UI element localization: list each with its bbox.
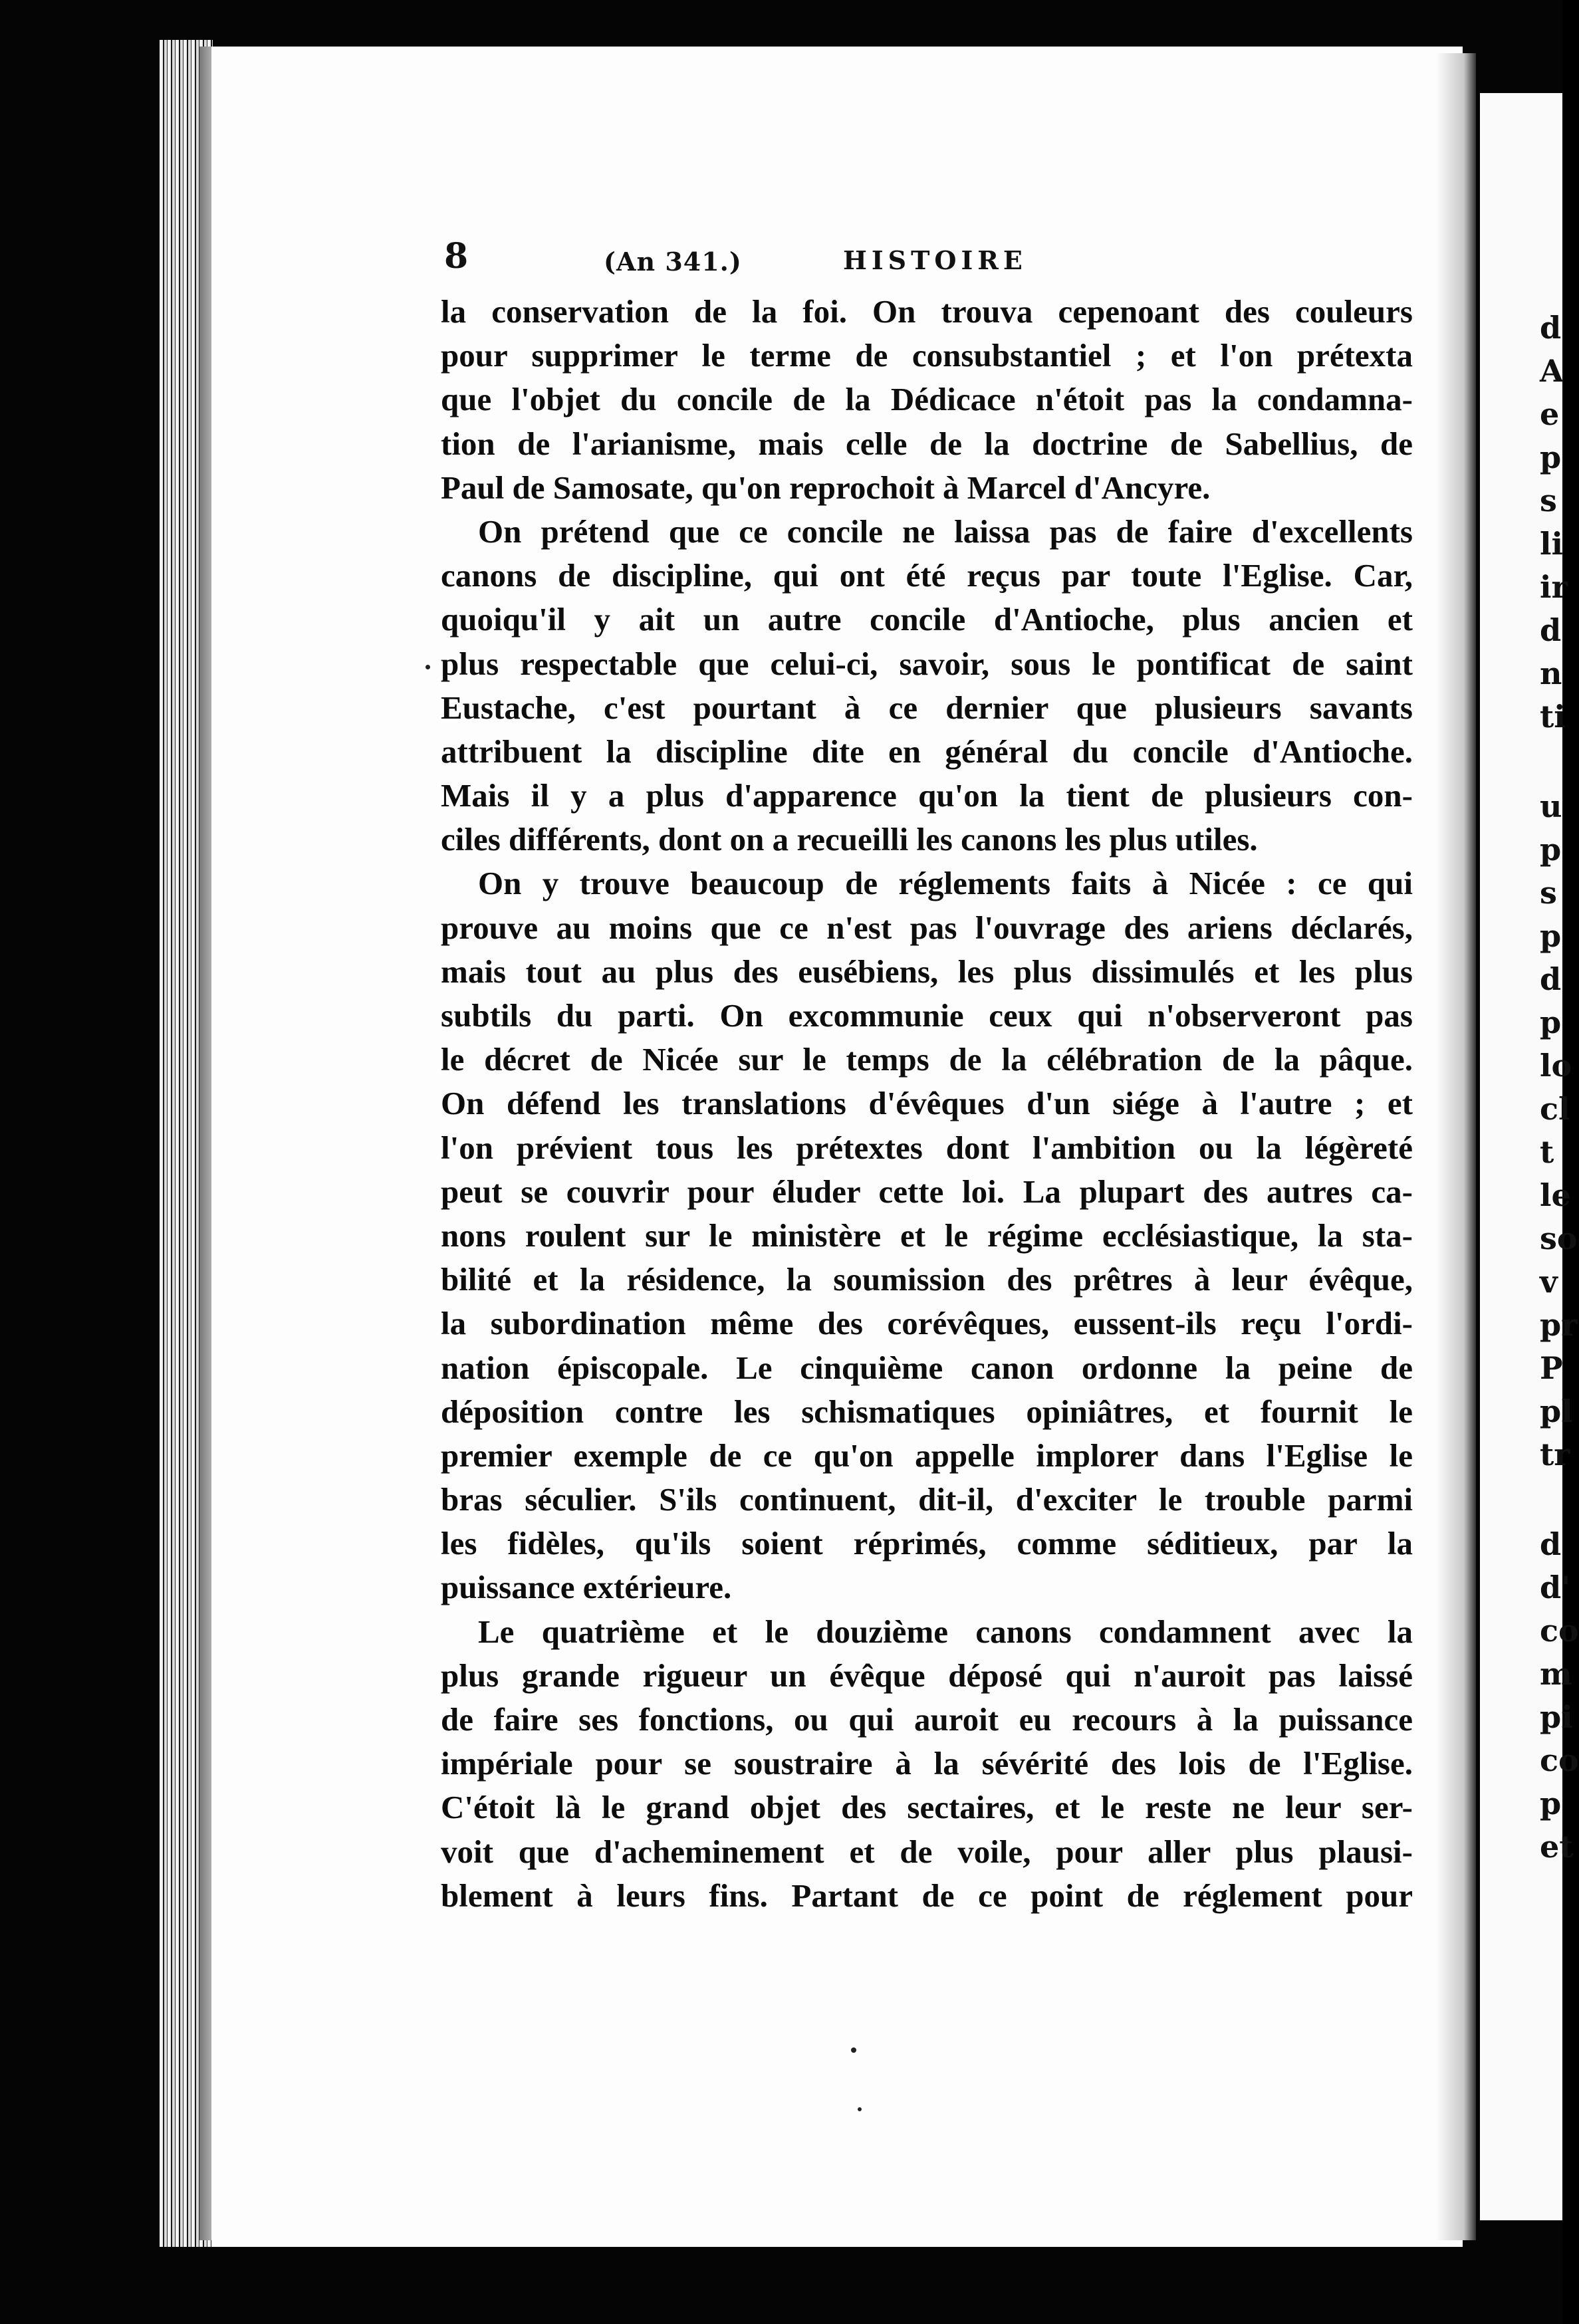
facing-page-fragment: p bbox=[1540, 918, 1562, 954]
text-line: impériale pour se soustraire à la sévérité des lois de l'Eglise. bbox=[441, 1745, 1413, 1782]
text-line: voit que d'acheminement et de voile, pour aller plus plausi- bbox=[441, 1833, 1413, 1870]
facing-page-fragment: p bbox=[1540, 832, 1562, 868]
facing-page-fragment: pr bbox=[1540, 1307, 1578, 1343]
facing-page-fragment: tr bbox=[1540, 1437, 1570, 1472]
text-line: l'on prévient tous les prétextes dont l'ambition ou la légèreté bbox=[441, 1129, 1413, 1166]
scan-speck bbox=[851, 2047, 856, 2053]
facing-page-fragment: d bbox=[1540, 612, 1562, 648]
facing-page-fragment: ti bbox=[1540, 699, 1566, 735]
facing-page-fragment: v bbox=[1540, 1264, 1558, 1300]
text-line: tion de l'arianisme, mais celle de la doctrine de Sabellius, de bbox=[441, 425, 1413, 462]
text-line: pour supprimer le terme de consubstantiel ; et l'on prétexta bbox=[441, 337, 1413, 374]
text-line: puissance extérieure. bbox=[441, 1569, 732, 1606]
facing-page-fragment: pl bbox=[1540, 1393, 1573, 1429]
text-line: la subordination même des corévêques, eussent-ils reçu l'ordi- bbox=[441, 1305, 1413, 1342]
text-line: plus grande rigueur un évêque déposé qui n'auroit pas laissé bbox=[441, 1657, 1413, 1694]
facing-page-fragment: d bbox=[1540, 310, 1562, 346]
text-line: premier exemple de ce qu'on appelle implorer dans l'Eglise le bbox=[441, 1437, 1413, 1474]
text-line: C'étoit là le grand objet des sectaires, et le reste ne leur ser- bbox=[441, 1789, 1413, 1826]
text-line: blement à leurs fins. Partant de ce point de réglement pour bbox=[441, 1877, 1413, 1914]
scan-speck bbox=[425, 665, 430, 669]
scan-speck bbox=[858, 2107, 862, 2111]
page-number: 8 bbox=[444, 236, 469, 277]
text-line: quoiqu'il y ait un autre concile d'Antioche, plus ancien et bbox=[441, 601, 1413, 638]
text-line: attribuent la discipline dite en général du concile d'Antioche. bbox=[441, 733, 1413, 770]
facing-page bbox=[1480, 93, 1579, 2220]
facing-page-fragment: P bbox=[1540, 1350, 1563, 1386]
page-fold-shadow bbox=[1436, 53, 1476, 2240]
facing-page-fragment: pi bbox=[1540, 1699, 1573, 1735]
text-line: ciles différents, dont on a recueilli les canons les plus utiles. bbox=[441, 821, 1258, 858]
facing-page-fragment: A bbox=[1540, 353, 1564, 389]
text-line: les fidèles, qu'ils soient réprimés, comme séditieux, par la bbox=[441, 1525, 1413, 1562]
text-line: que l'objet du concile de la Dédicace n'étoit pas la condamna- bbox=[441, 381, 1413, 418]
facing-page-fragment: t bbox=[1540, 1134, 1554, 1170]
facing-page-fragment: lo bbox=[1540, 1048, 1572, 1084]
facing-page-fragment: le bbox=[1540, 1177, 1571, 1213]
facing-page-fragment: ir bbox=[1540, 569, 1568, 605]
text-line: nons roulent sur le ministère et le régime ecclésiastique, la sta- bbox=[441, 1217, 1413, 1254]
facing-page-fragment: co bbox=[1540, 1613, 1579, 1649]
facing-page-fragment: p bbox=[1540, 439, 1562, 475]
text-line: On défend les translations d'évêques d'un siége à l'autre ; et bbox=[441, 1085, 1413, 1122]
facing-page-fragment: p bbox=[1540, 1004, 1562, 1040]
text-line: On prétend que ce concile ne laissa pas de faire d'excellents bbox=[478, 513, 1413, 550]
text-line: nation épiscopale. Le cinquième canon ordonne la peine de bbox=[441, 1349, 1413, 1386]
text-line: la conservation de la foi. On trouva cepenoant des couleurs bbox=[441, 293, 1413, 330]
facing-page-fragment: cl bbox=[1540, 1091, 1570, 1127]
header-year: (An 341.) bbox=[604, 247, 742, 277]
facing-page-fragment: co bbox=[1540, 1742, 1579, 1778]
facing-page-fragment: s bbox=[1540, 875, 1557, 911]
facing-page-fragment: et bbox=[1540, 1829, 1574, 1865]
facing-page-fragment: d bbox=[1540, 1526, 1562, 1562]
text-line: plus respectable que celui-ci, savoir, sous le pontificat de saint bbox=[441, 645, 1413, 682]
text-line: peut se couvrir pour éluder cette loi. La plupart des autres ca- bbox=[441, 1173, 1413, 1210]
text-line: canons de discipline, qui ont été reçus par toute l'Eglise. Car, bbox=[441, 557, 1413, 594]
text-line: bras séculier. S'ils continuent, dit-il, d'exciter le trouble parmi bbox=[441, 1481, 1413, 1518]
text-line: mais tout au plus des eusébiens, les plus dissimulés et les plus bbox=[441, 953, 1413, 990]
text-line: Le quatrième et le douzième canons condamnent avec la bbox=[478, 1613, 1413, 1650]
text-line: Paul de Samosate, qu'on reprochoit à Marcel d'Ancyre. bbox=[441, 469, 1211, 506]
facing-page-fragment: u bbox=[1540, 788, 1562, 824]
text-line: On y trouve beaucoup de réglements faits à Nicée : ce qui bbox=[478, 865, 1413, 902]
text-line: subtils du parti. On excommunie ceux qui n'observeront pas bbox=[441, 997, 1413, 1034]
text-line: bilité et la résidence, la soumission des prêtres à leur évêque, bbox=[441, 1261, 1413, 1298]
facing-page-fragment: m bbox=[1540, 1656, 1572, 1692]
text-line: de faire ses fonctions, ou qui auroit eu recours à la puissance bbox=[441, 1701, 1413, 1738]
body-text bbox=[441, 290, 1413, 1918]
text-line: le décret de Nicée sur le temps de la célébration de la pâque. bbox=[441, 1041, 1413, 1078]
running-head bbox=[444, 236, 1415, 283]
facing-page-fragment: s bbox=[1540, 483, 1557, 519]
facing-page-fragment: so bbox=[1540, 1220, 1578, 1256]
text-line: Eustache, c'est pourtant à ce dernier que plusieurs savants bbox=[441, 689, 1413, 726]
text-line: déposition contre les schismatiques opiniâtres, et fournit le bbox=[441, 1393, 1413, 1430]
facing-page-fragment: p bbox=[1540, 1786, 1562, 1821]
facing-page-fragment: d bbox=[1540, 961, 1562, 997]
facing-page-fragment: e bbox=[1540, 396, 1560, 432]
facing-page-fragment: n bbox=[1540, 655, 1562, 691]
header-title: HISTOIRE bbox=[843, 245, 1027, 275]
text-line: Mais il y a plus d'apparence qu'on la tient de plusieurs con- bbox=[441, 777, 1413, 814]
text-line: prouve au moins que ce n'est pas l'ouvrage des ariens déclarés, bbox=[441, 909, 1413, 946]
facing-page-fragment: d' bbox=[1540, 1569, 1571, 1605]
facing-page-fragment: li bbox=[1540, 526, 1563, 562]
